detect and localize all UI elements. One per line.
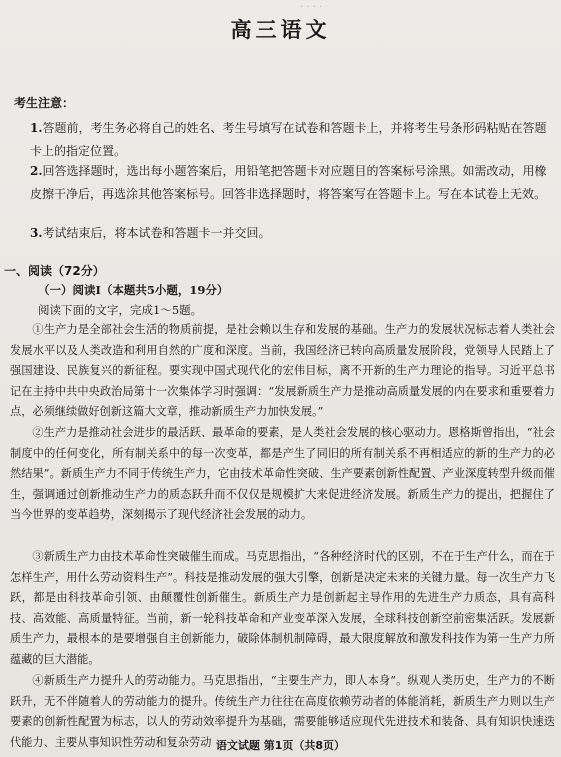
notice-item-number: 2. bbox=[30, 164, 43, 178]
notice-item-2 bbox=[30, 160, 550, 206]
notice-item-1 bbox=[30, 117, 550, 163]
notice-item-text: 答题前，考生务必将自己的姓名、考生号填写在试卷和答题卡上，并将考生号条形码粘贴在答题卡上的指定位置。 bbox=[30, 121, 547, 158]
notice-item-text: 考试结束后，将本试卷和答题卡一并交回。 bbox=[42, 226, 271, 240]
paragraph-3: ③新质生产力由技术革命性突破催生而成。马克思指出，“各种经济时代的区别，不在于生产什么，而在于怎样生产，用什么劳动资料生产”。科技是推动发展的强大引擎，创新是决定未来的关键力量。每一次生产力飞跃，都是由科技革命引领、由颠覆性创新催生。新质生产力是创新起主导作用的先进生产力质态，具有高科技、高效能、高质量特征。当前，新一轮科技革命和产业变革深入发展，全球科技创新空前密集活跃。发展新质生产力，最根本的是要增强自主创新能力，破除体制机制障碍，最大限度解放和激发科技作为第一生产力所蕴藏的巨大潜能。 bbox=[10, 550, 555, 666]
paragraph-2: ②生产力是推动社会进步的最活跃、最革命的要素，是人类社会发展的核心驱动力。恩格斯曾指出，“社会制度中的任何变化，所有制关系中的每一次变革，都是产生了同旧的所有制关系不再相适应的新的生产力的必然结果”。新质生产力不同于传统生产力，它由技术革命性突破、生产要素创新性配置、产业深度转型升级而催生，强调通过创新推动生产力的质态跃升而不仅仅是规模扩大来促进经济发展。新质生产力的提出，把握住了当今世界的变革趋势，深刻揭示了现代经济社会发展的动力。 bbox=[10, 426, 555, 521]
page-title: 高三语文 bbox=[230, 18, 331, 42]
reading-instruction: 阅读下面的文字，完成1～5题。 bbox=[38, 303, 203, 317]
bleed-through-text: · · · · bbox=[300, 2, 323, 13]
subsection-heading: （一）阅读Ⅰ（本题共5小题，19分） bbox=[38, 283, 229, 297]
paragraph-4: ④新质生产力提升人的劳动能力。马克思指出，“主要生产力，即人本身”。纵观人类历史，生产力的不断跃升，无不伴随着人的劳动能力的提升。传统生产力往往在高度依赖劳动者的体能消耗，新质生产力则以生产要素的创新性配置为标志，以人的劳动效率提升为基础，需要能够适应现代先进技术和装备、具有知识快速迭代能力、主要从事知识性劳动和复杂劳动 bbox=[10, 674, 555, 749]
notice-item-3 bbox=[30, 222, 550, 245]
notice-item-number: 3. bbox=[30, 226, 43, 240]
page-footer: 语文试题 第1页（共8页） bbox=[215, 739, 346, 752]
paragraph-1: ①生产力是全部社会生活的物质前提，是社会赖以生存和发展的基础。生产力的发展状况标志着人类社会发展水平以及人类改造和利用自然的广度和深度。当前，我国经济已转向高质量发展阶段，党领导人民踏上了强国建设、民族复兴的新征程。要实现中国式现代化的宏伟目标，离不开新的生产力理论的指导。习近平总书记在主持中共中央政治局第十一次集体学习时强调：“发展新质生产力是推动高质量发展的内在要求和重要着力点，必须继续做好创新这篇大文章，推动新质生产力加快发展。” bbox=[10, 323, 555, 418]
section-heading: 一、阅读（72分） bbox=[4, 264, 105, 278]
notice-item-number: 1. bbox=[30, 121, 43, 135]
notice-item-text: 回答选择题时，选出每小题答案后，用铅笔把答题卡对应题目的答案标号涂黑。如需改动，用橡皮擦干净后，再选涂其他答案标号。回答非选择题时，将答案写在答题卡上。写在本试卷上无效。 bbox=[30, 164, 547, 201]
notice-title: 考生注意： bbox=[14, 96, 75, 110]
